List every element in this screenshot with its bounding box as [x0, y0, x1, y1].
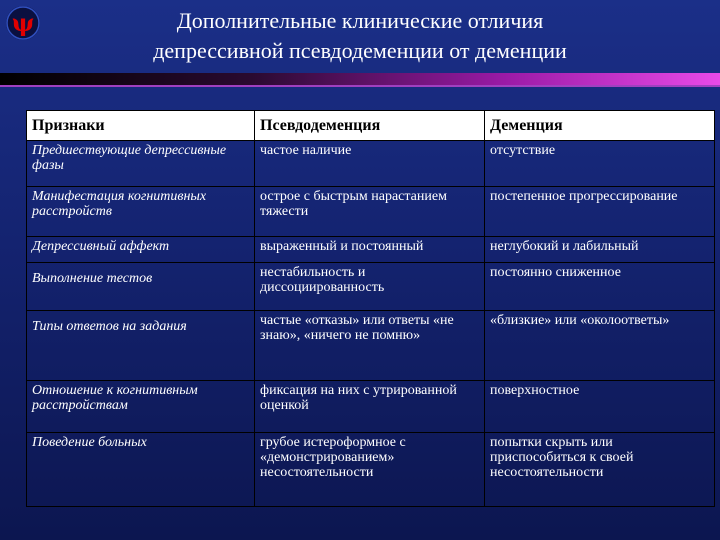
feature-cell: Поведение больных [27, 433, 255, 507]
table-row [27, 381, 715, 433]
title-line-1: Дополнительные клинические отличия [176, 8, 544, 33]
pseudodementia-cell: частые «отказы» или ответы «не знаю», «ничего не помню» [255, 311, 485, 381]
dementia-cell: постоянно сниженное [485, 263, 715, 311]
dementia-cell: неглубокий и лабильный [485, 237, 715, 263]
table-row [27, 263, 715, 311]
feature-cell: Отношение к когнитивным расстройствам [27, 381, 255, 433]
feature-cell: Депрессивный аффект [27, 237, 255, 263]
dementia-cell: постепенное прогрессирование [485, 187, 715, 237]
header-dementia: Деменция [485, 111, 715, 141]
table-row [27, 237, 715, 263]
dementia-cell: поверхностное [485, 381, 715, 433]
feature-cell: Манифестация когнитивных расстройств [27, 187, 255, 237]
comparison-table [26, 110, 715, 507]
table-header-row [27, 111, 715, 141]
header-features: Признаки [27, 111, 255, 141]
title-line-2: депрессивной псевдодеменции от деменции [153, 38, 567, 63]
feature-cell: Выполнение тестов [27, 263, 255, 311]
pseudodementia-cell: фиксация на них с утрированной оценкой [255, 381, 485, 433]
decorative-gradient-bar [0, 73, 720, 85]
table-row [27, 187, 715, 237]
dementia-cell: «близкие» или «околоответы» [485, 311, 715, 381]
divider-line [0, 85, 720, 87]
pseudodementia-cell: нестабильность и диссоциированность [255, 263, 485, 311]
pseudodementia-cell: выраженный и постоянный [255, 237, 485, 263]
table-row [27, 311, 715, 381]
table-row [27, 433, 715, 507]
dementia-cell: попытки скрыть или приспособиться к своей несостоятельности [485, 433, 715, 507]
pseudodementia-cell: острое с быстрым нарастанием тяжести [255, 187, 485, 237]
slide-title [0, 6, 720, 66]
feature-cell: Предшествующие депрессивные фазы [27, 141, 255, 187]
pseudodementia-cell: грубое истероформное с «демонстрированием» несостоятельности [255, 433, 485, 507]
dementia-cell: отсутствие [485, 141, 715, 187]
pseudodementia-cell: частое наличие [255, 141, 485, 187]
header-pseudodementia: Псевдодеменция [255, 111, 485, 141]
logo-glyph: ψ [11, 8, 35, 37]
feature-cell: Типы ответов на задания [27, 311, 255, 381]
table-row [27, 141, 715, 187]
